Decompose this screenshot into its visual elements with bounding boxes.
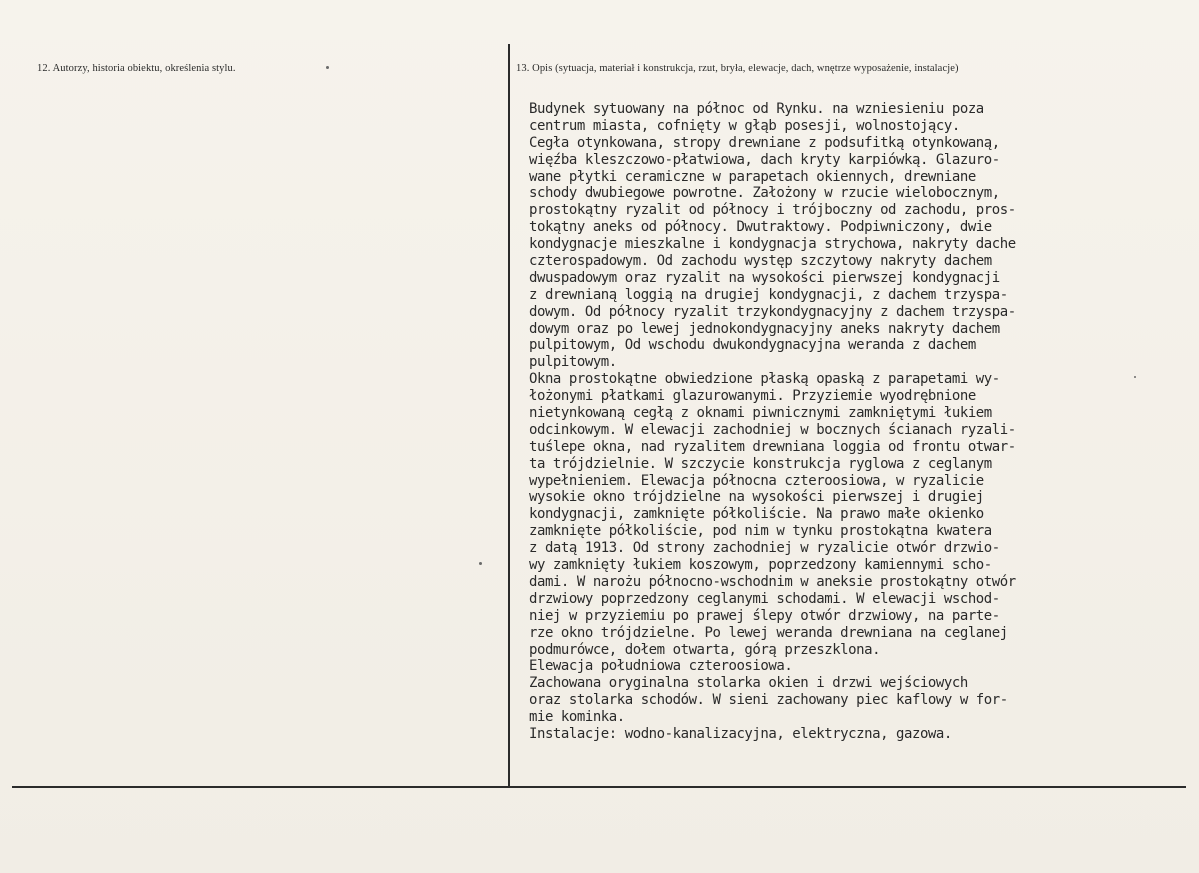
text-line: dami. W narożu północno-wschodnim w aneksie prostokątny otwór	[529, 573, 1016, 590]
text-line: dowym oraz po lewej jednokondygnacyjny aneks nakryty dachem	[529, 320, 1000, 337]
section-12-label: 12. Autorzy, historia obiektu, określenia stylu.	[37, 63, 236, 74]
text-line: tokątny aneks od północy. Dwutraktowy. Podpiwniczony, dwie	[529, 219, 992, 236]
horizontal-rule	[12, 786, 1186, 788]
text-line: z datą 1913. Od strony zachodniej w ryzalicie otwór drzwio-	[529, 540, 1000, 557]
text-line: łożonymi płatkami glazurowanymi. Przyziemie wyodrębnione	[529, 388, 976, 405]
text-line: oraz stolarka schodów. W sieni zachowany piec kaflowy w for-	[529, 692, 1008, 709]
text-line: Elewacja południowa czteroosiowa.	[529, 658, 793, 675]
text-line: odcinkowym. W elewacji zachodniej w bocznych ścianach ryzali-	[529, 421, 1016, 438]
text-line: z drewnianą loggią na drugiej kondygnacji, z dachem trzyspa-	[529, 286, 1008, 303]
text-line: podmurówce, dołem otwarta, górą przeszklona.	[529, 641, 881, 658]
section-13-typed-text	[529, 101, 1169, 743]
text-line: Okna prostokątne obwiedzione płaską opaską z parapetami wy-	[529, 371, 1000, 388]
text-line: tuślepe okna, nad ryzalitem drewniana loggia od frontu otwar-	[529, 438, 1016, 455]
text-line: wypełnieniem. Elewacja północna czteroosiowa, w ryzalicie	[529, 472, 984, 489]
text-line: nietynkowaną cegłą z oknami piwnicznymi zamkniętymi łukiem	[529, 405, 992, 422]
text-line: więźba kleszczowo-płatwiowa, dach kryty karpiówką. Glazuro-	[529, 151, 1000, 168]
section-13-label: 13. Opis (sytuacja, materiał i konstrukcja, rzut, bryła, elewacje, dach, wnętrze wyposażenie, instalacje)	[516, 63, 959, 74]
paper-speck	[326, 66, 329, 69]
text-line: kondygnacje mieszkalne i kondygnacja strychowa, nakryty dache	[529, 236, 1016, 253]
text-line: wane płytki ceramiczne w parapetach okiennych, drewniane	[529, 168, 976, 185]
text-line: dowym. Od północy ryzalit trzykondygnacyjny z dachem trzyspa-	[529, 303, 1016, 320]
text-line: czterospadowym. Od zachodu występ szczytowy nakryty dachem	[529, 253, 992, 270]
text-line: zamknięte półkoliście, pod nim w tynku prostokątna kwatera	[529, 523, 992, 540]
text-line: wy zamknięty łukiem koszowym, poprzedzony kamiennymi scho-	[529, 557, 992, 574]
text-line: prostokątny ryzalit od północy i trójboczny od zachodu, pros-	[529, 202, 1016, 219]
text-line: pulpitowym.	[529, 354, 617, 371]
text-line: niej w przyziemiu po prawej ślepy otwór drzwiowy, na parte-	[529, 607, 1000, 624]
text-line: drzwiowy poprzedzony ceglanymi schodami. W elewacji wschod-	[529, 590, 1000, 607]
text-line: Zachowana oryginalna stolarka okien i drzwi wejściowych	[529, 675, 968, 692]
text-line: Instalacje: wodno-kanalizacyjna, elektryczna, gazowa.	[529, 725, 952, 742]
text-line: mie kominka.	[529, 709, 625, 726]
paper-speck	[479, 562, 482, 565]
text-line: centrum miasta, cofnięty w głąb posesji, wolnostojący.	[529, 117, 960, 134]
text-line: kondygnacji, zamknięte półkoliście. Na prawo małe okienko	[529, 506, 984, 523]
text-line: pulpitowym, Od wschodu dwukondygnacyjna weranda z dachem	[529, 337, 976, 354]
text-line: wysokie okno trójdzielne na wysokości pierwszej i drugiej	[529, 489, 984, 506]
text-line: dwuspadowym oraz ryzalit na wysokości pierwszej kondygnacji	[529, 269, 1000, 286]
text-line: Cegła otynkowana, stropy drewniane z podsufitką otynkowaną,	[529, 134, 1000, 151]
text-line: Budynek sytuowany na północ od Rynku. na wzniesieniu poza	[529, 101, 984, 117]
text-line: rze okno trójdzielne. Po lewej weranda drewniana na ceglanej	[529, 624, 1008, 641]
text-line: ta trójdzielnie. W szczycie konstrukcja ryglowa z ceglanym	[529, 455, 992, 472]
text-line: schody dwubiegowe powrotne. Założony w rzucie wielobocznym,	[529, 185, 1000, 202]
vertical-divider	[508, 44, 510, 786]
